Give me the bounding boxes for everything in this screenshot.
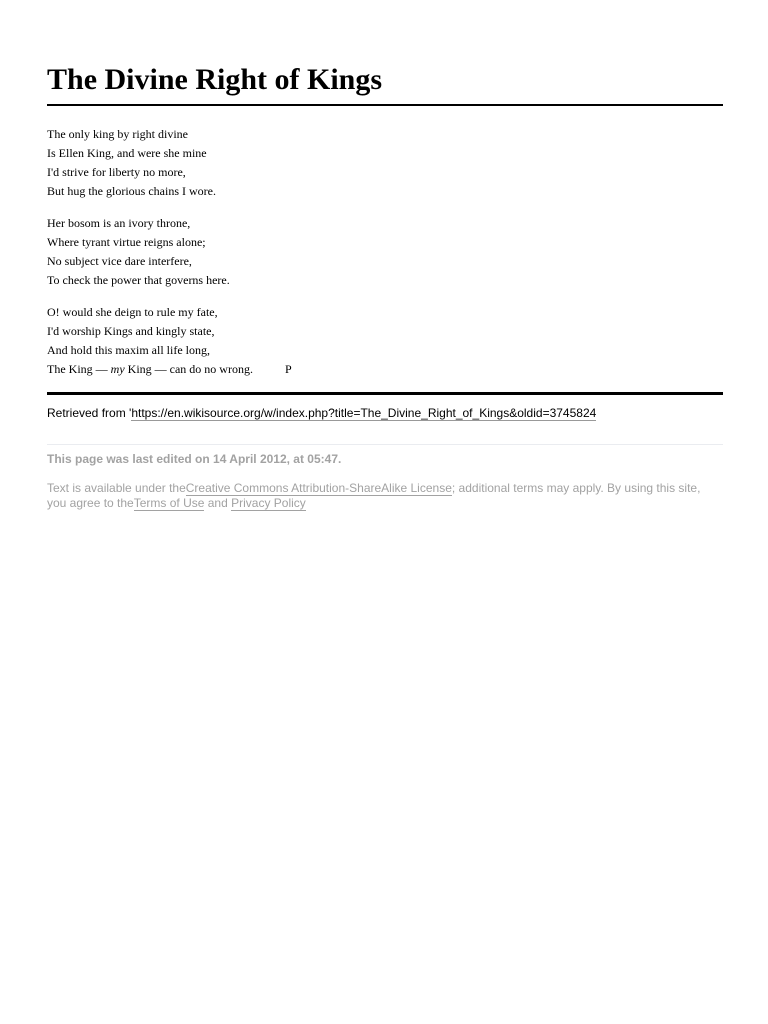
stanza-3 [47, 303, 723, 379]
poem-line: O! would she deign to rule my fate, [47, 305, 218, 319]
poem [47, 125, 723, 379]
license-text [47, 481, 723, 510]
last-edited: This page was last edited on 14 April 2012, at 05:47. [47, 452, 342, 466]
last-line-start: The King — [47, 362, 108, 376]
source-link[interactable]: https://en.wikisource.org/w/index.php?title=The_Divine_Right_of_Kings&oldid=3745824 [131, 406, 597, 420]
poem-line: And hold this maxim all life long, [47, 343, 210, 357]
footer-separator [47, 444, 723, 445]
retrieved-from [47, 405, 723, 421]
poem-line: Is Ellen King, and were she mine [47, 146, 207, 160]
poem-line: Where tyrant virtue reigns alone; [47, 235, 206, 249]
retrieved-prefix: Retrieved from ' [47, 406, 132, 420]
poem-line: I'd worship Kings and kingly state, [47, 324, 215, 338]
article [47, 60, 723, 510]
divider [47, 392, 723, 395]
footer [47, 451, 723, 510]
license-link[interactable]: Creative Commons Attribution-ShareAlike License [185, 481, 452, 495]
line-marker: P [284, 362, 292, 376]
privacy-link[interactable]: Privacy Policy [231, 495, 306, 510]
poem-line: But hug the glorious chains I wore. [47, 184, 216, 198]
page-title: The Divine Right of Kings [47, 60, 723, 106]
stanza-2 [47, 214, 723, 290]
last-line-end: King — can do no wrong. [127, 362, 253, 376]
poem-last-line [47, 360, 723, 379]
and-text: and [204, 495, 232, 510]
poem-line: Her bosom is an ivory throne, [47, 216, 191, 230]
poem-line: To check the power that governs here. [47, 273, 230, 287]
poem-line: The only king by right divine [47, 127, 188, 141]
last-line-emphasis: my [110, 362, 125, 376]
poem-line: I'd strive for liberty no more, [47, 165, 186, 179]
stanza-1 [47, 125, 723, 201]
license-prefix: Text is available under the [47, 481, 186, 495]
poem-line: No subject vice dare interfere, [47, 254, 192, 268]
license-mid: ; additional terms may apply. By using this site, you agree to the [47, 481, 701, 510]
terms-link[interactable]: Terms of Use [133, 495, 205, 510]
